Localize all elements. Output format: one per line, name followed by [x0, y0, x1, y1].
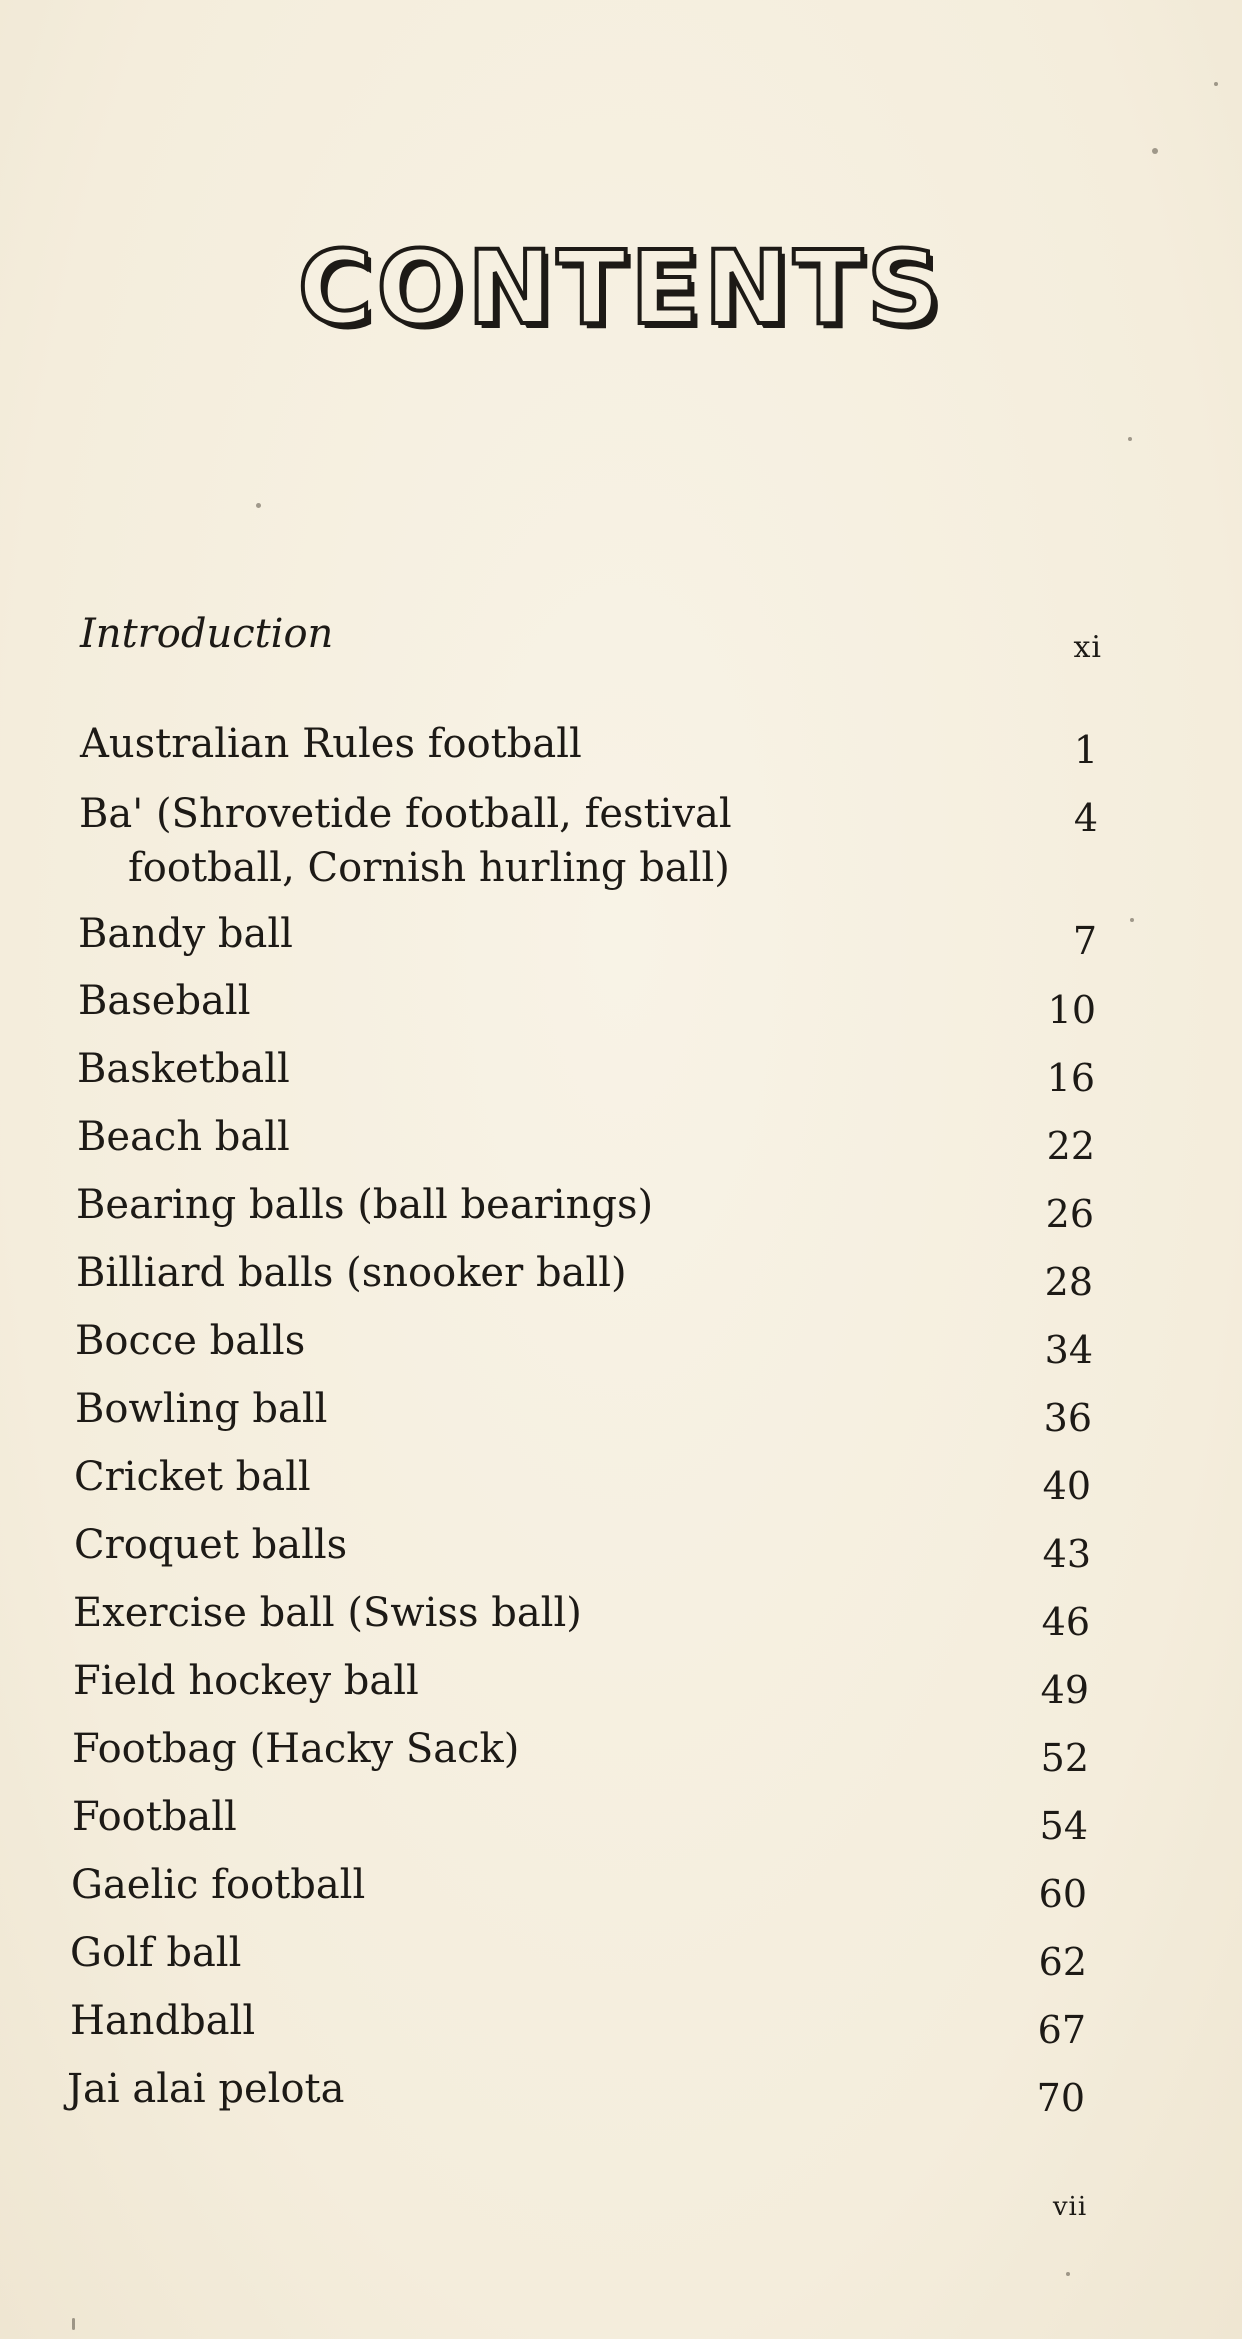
toc-entry-title: Field hockey ball — [73, 1658, 419, 1704]
toc-page-number: 43 — [1042, 1532, 1091, 1576]
toc-entry-title: Golf ball — [70, 1930, 242, 1976]
toc-entry-title: Cricket ball — [74, 1454, 311, 1500]
toc-page-number: 54 — [1039, 1804, 1088, 1848]
toc-page-number: 49 — [1040, 1668, 1089, 1712]
toc-entry-title: Jai alai pelota — [67, 2066, 345, 2112]
toc-entry-title: Exercise ball (Swiss ball) — [73, 1590, 582, 1636]
toc-entry-title: Handball — [70, 1998, 256, 2044]
toc-page-number: 36 — [1043, 1396, 1092, 1440]
toc-page-number: 67 — [1037, 2008, 1086, 2052]
toc-entry-title: Bearing balls (ball bearings) — [76, 1182, 654, 1228]
toc-entry-introduction: Introduction — [80, 611, 334, 657]
toc-page-number: 16 — [1046, 1056, 1095, 1100]
toc-entry-title-continued: football, Cornish hurling ball) — [128, 845, 730, 891]
toc-page-number: 22 — [1046, 1124, 1095, 1168]
toc-page-number: 52 — [1040, 1736, 1089, 1780]
toc-page-number: 26 — [1045, 1192, 1094, 1236]
toc-entry-title: Basketball — [77, 1046, 290, 1092]
toc-page-number: 34 — [1044, 1328, 1093, 1372]
toc-entry-title: Billiard balls (snooker ball) — [76, 1250, 627, 1296]
paper-speck — [1066, 2272, 1070, 2276]
toc-entry-title: Bandy ball — [78, 911, 293, 957]
toc-page-introduction: xi — [1073, 630, 1102, 665]
toc-entry-title: Baseball — [78, 978, 251, 1024]
toc-entry-title: Croquet balls — [74, 1522, 348, 1568]
toc-page-number: 40 — [1042, 1464, 1091, 1508]
toc-entry-title: Beach ball — [77, 1114, 290, 1160]
toc-page-number: 7 — [1072, 919, 1097, 963]
toc-page-number: 46 — [1041, 1600, 1090, 1644]
paper-speck — [72, 2318, 75, 2330]
toc-page-number: 60 — [1038, 1872, 1087, 1916]
page-folio: vii — [1052, 2192, 1088, 2222]
page-title: CONTENTS — [297, 229, 945, 348]
paper-speck — [1130, 918, 1134, 922]
toc-entry-title: Footbag (Hacky Sack) — [72, 1726, 520, 1772]
toc-page-number: 28 — [1044, 1260, 1093, 1304]
paper-speck — [1128, 437, 1132, 441]
toc-page-number: 10 — [1047, 988, 1096, 1032]
toc-entry-title: Bocce balls — [75, 1318, 306, 1364]
toc-page-number: 1 — [1073, 728, 1098, 772]
toc-page-number: 62 — [1038, 1940, 1087, 1984]
toc-page-number: 70 — [1036, 2076, 1085, 2120]
toc-entry-title: Bowling ball — [75, 1386, 328, 1432]
toc-entry-title: Ba' (Shrovetide football, festival — [79, 791, 732, 837]
toc-entry-title: Gaelic football — [71, 1862, 366, 1908]
toc-page-number: 4 — [1073, 796, 1098, 840]
paper-speck — [1152, 148, 1158, 154]
toc-entry-title: Australian Rules football — [80, 721, 582, 767]
paper-speck — [1214, 82, 1218, 86]
paper-speck — [256, 503, 261, 508]
toc-entry-title: Football — [72, 1794, 237, 1840]
